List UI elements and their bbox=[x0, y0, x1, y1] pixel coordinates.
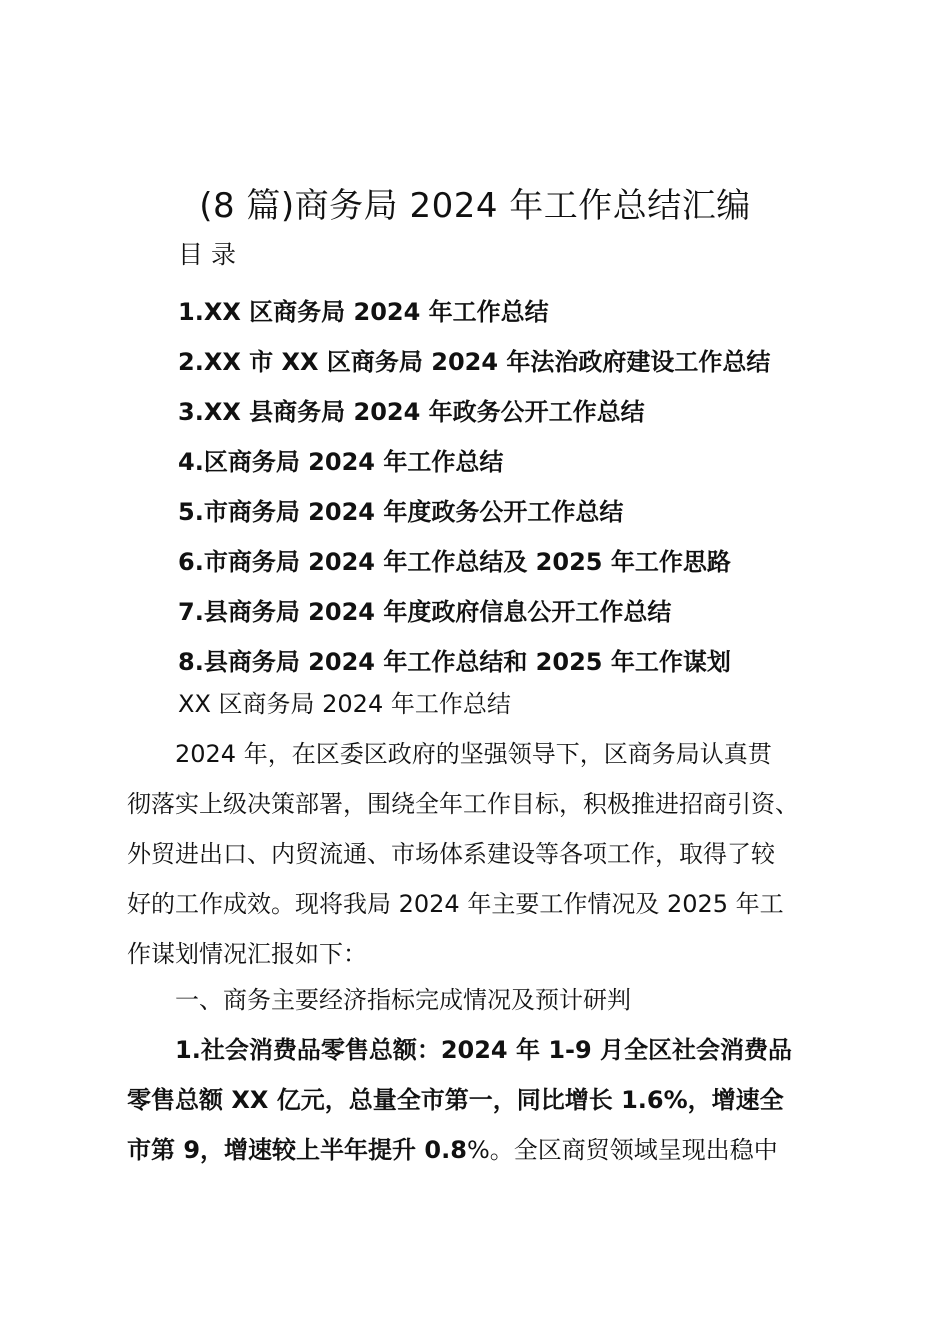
intro-line-1: 2024 年，在区委区政府的坚强领导下，区商务局认真贯 bbox=[127, 740, 772, 768]
toc-item-2[interactable]: 2.XX 市 XX 区商务局 2024 年法治政府建设工作总结 bbox=[178, 348, 771, 376]
intro-line-5: 作谋划情况汇报如下： bbox=[127, 940, 367, 968]
intro-line-2: 彻落实上级决策部署，围绕全年工作目标，积极推进招商引资、 bbox=[127, 790, 799, 818]
intro-paragraph bbox=[127, 729, 847, 979]
toc-item-5[interactable]: 5.市商务局 2024 年度政务公开工作总结 bbox=[178, 498, 624, 526]
item-one-paragraph bbox=[127, 1025, 847, 1175]
heading-one-text: 一、商务主要经济指标完成情况及预计研判 bbox=[127, 986, 631, 1014]
toc-item-1[interactable]: 1.XX 区商务局 2024 年工作总结 bbox=[178, 298, 549, 326]
toc-item-8[interactable]: 8.县商务局 2024 年工作总结和 2025 年工作谋划 bbox=[178, 648, 731, 676]
item-one-line-3 bbox=[127, 1125, 847, 1175]
intro-line-3: 外贸进出口、内贸流通、市场体系建设等各项工作，取得了较 bbox=[127, 840, 775, 868]
toc-item-6[interactable]: 6.市商务局 2024 年工作总结及 2025 年工作思路 bbox=[178, 548, 731, 576]
document-title: (8 篇)商务局 2024 年工作总结汇编 bbox=[199, 186, 751, 226]
item-one-line-2: 零售总额 XX 亿元，总量全市第一，同比增长 1.6%，增速全 bbox=[127, 1086, 784, 1114]
item-one-line-3-normal: %。全区商贸领域呈现出稳中 bbox=[466, 1136, 778, 1164]
toc-item-7[interactable]: 7.县商务局 2024 年度政府信息公开工作总结 bbox=[178, 598, 672, 626]
item-one-line-3-bold: 市第 9，增速较上半年提升 0.8 bbox=[127, 1136, 467, 1164]
toc-item-4[interactable]: 4.区商务局 2024 年工作总结 bbox=[178, 448, 504, 476]
heading-one bbox=[127, 975, 847, 1025]
table-of-contents bbox=[178, 287, 770, 687]
toc-item-3[interactable]: 3.XX 县商务局 2024 年政务公开工作总结 bbox=[178, 398, 645, 426]
toc-heading: 目 录 bbox=[178, 240, 236, 269]
section-title: XX 区商务局 2024 年工作总结 bbox=[178, 690, 511, 718]
intro-line-4: 好的工作成效。现将我局 2024 年主要工作情况及 2025 年工 bbox=[127, 890, 784, 918]
item-one-line-1: 1.社会消费品零售总额：2024 年 1-9 月全区社会消费品 bbox=[127, 1036, 793, 1064]
